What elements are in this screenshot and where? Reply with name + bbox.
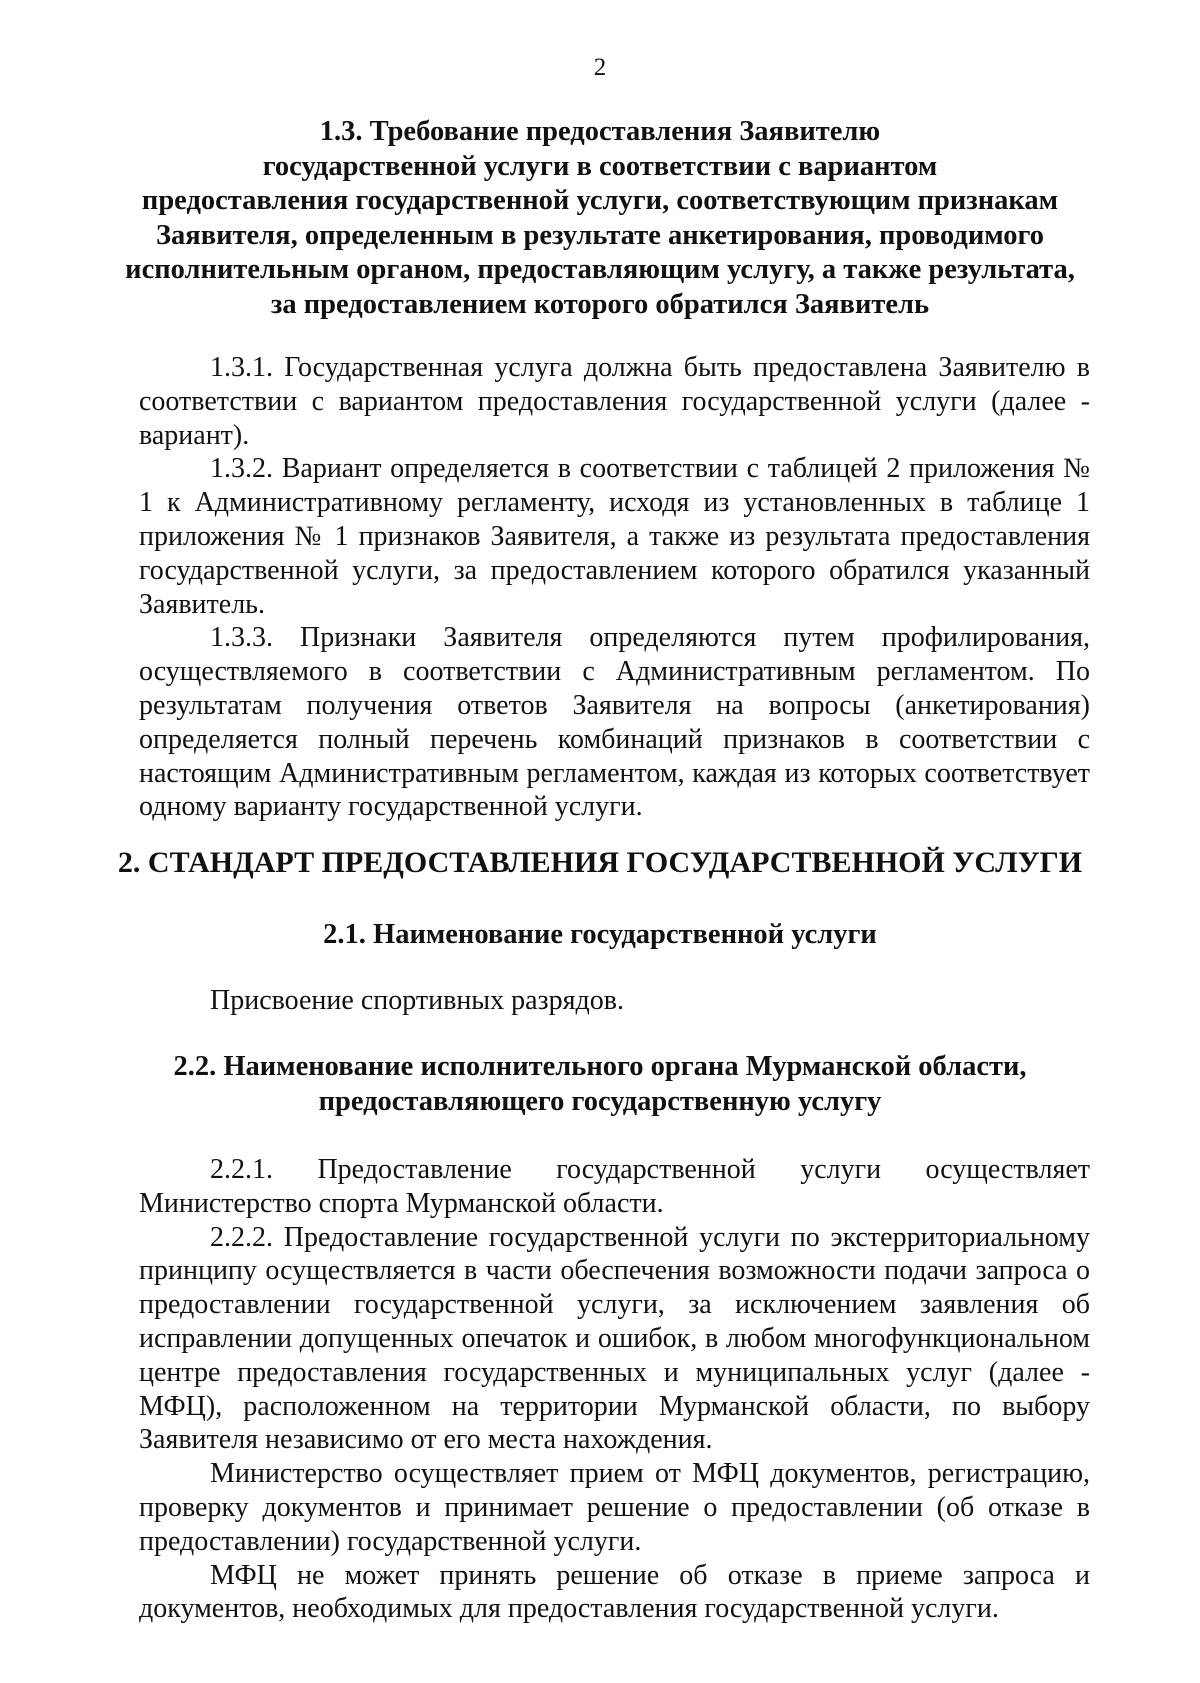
- page-number: 2: [593, 54, 607, 81]
- section-2-2-title: [120, 1050, 1080, 1119]
- section-2-2-title-line: 2.2. Наименование исполнительного органа Мурманской области,: [173, 1051, 1027, 1082]
- paragraph-1-3-3: 1.3.3. Признаки Заявителя определяются путем профилирования, осуществляемого в соответствии с Административным регламентом. По результатам получения ответов Заявителя на вопросы (анкетирования) определяется полный перечень комбинаций признаков в соответствии с настоящим Административным регламентом, каждая из которых соответствует одному варианту государственной услуги.: [139, 622, 1090, 823]
- paragraph-1-3-2: 1.3.2. Вариант определяется в соответствии с таблицей 2 приложения № 1 к Административному регламенту, исходя из установленных в таблице 1 приложения № 1 признаков Заявителя, а также из результата предоставления государственной услуги, за предоставлением которого обратился указанный Заявитель.: [139, 453, 1090, 620]
- section-1-3-title-line: государственной услуги в соответствии с вариантом: [262, 150, 938, 182]
- section-2-1-title-line: 2.1. Наименование государственной услуги: [323, 919, 877, 950]
- section-1-3-title-line: исполнительным органом, предоставляющим услугу, а также результата,: [125, 254, 1075, 285]
- paragraph-2-1: Присвоение спортивных разрядов.: [210, 985, 624, 1016]
- section-1-3-title-line: предоставления государственной услуги, соответствующим признакам: [141, 185, 1059, 216]
- paragraph-2-2-2: 2.2.2. Предоставление государственной услуги по экстерриториальному принципу осуществляется в части обеспечения возможности подачи запроса о предоставлении государственной услуги, за исключением заявления об исправлении допущенных опечаток и ошибок, в любом многофункциональном центре предоставления государственных и муниципальных услуг (далее - МФЦ), расположенном на территории Мурманской области, по выбору Заявителя независимо от его места нахождения.: [139, 1221, 1090, 1456]
- paragraph-2-2-1: 2.2.1. Предоставление государственной услуги осуществляет Министерство спорта Мурманской области.: [139, 1154, 1090, 1219]
- section-1-3-title-line: за предоставлением которого обратился Заявитель: [270, 288, 930, 320]
- chapter-2-title: 2. СТАНДАРТ ПРЕДОСТАВЛЕНИЯ ГОСУДАРСТВЕННОЙ УСЛУГИ: [117, 846, 1083, 879]
- section-2-2-title-line: предоставляющего государственную услугу: [318, 1085, 882, 1117]
- paragraph-1-3-1: 1.3.1. Государственная услуга должна быть предоставлена Заявителю в соответствии с вариантом предоставления государственной услуги (далее - вариант).: [139, 352, 1090, 451]
- section-2-2-body: [139, 1153, 1090, 1626]
- section-2-1-title: [120, 918, 1080, 953]
- paragraph-2-2-3: Министерство осуществляет прием от МФЦ документов, регистрацию, проверку документов и принимает решение о предоставлении (об отказе в предоставлении) государственной услуги.: [139, 1458, 1090, 1557]
- section-1-3-title-line: Заявителя, определенным в результате анкетирования, проводимого: [155, 219, 1045, 251]
- section-1-3-title: [120, 115, 1080, 322]
- paragraph-2-2-4: МФЦ не может принять решение об отказе в приеме запроса и документов, необходимых для предоставления государственной услуги.: [139, 1559, 1090, 1625]
- section-1-3-title-line: 1.3. Требование предоставления Заявителю: [319, 116, 881, 147]
- section-1-3-body: [139, 351, 1090, 824]
- section-2-1-body: [139, 984, 1090, 1018]
